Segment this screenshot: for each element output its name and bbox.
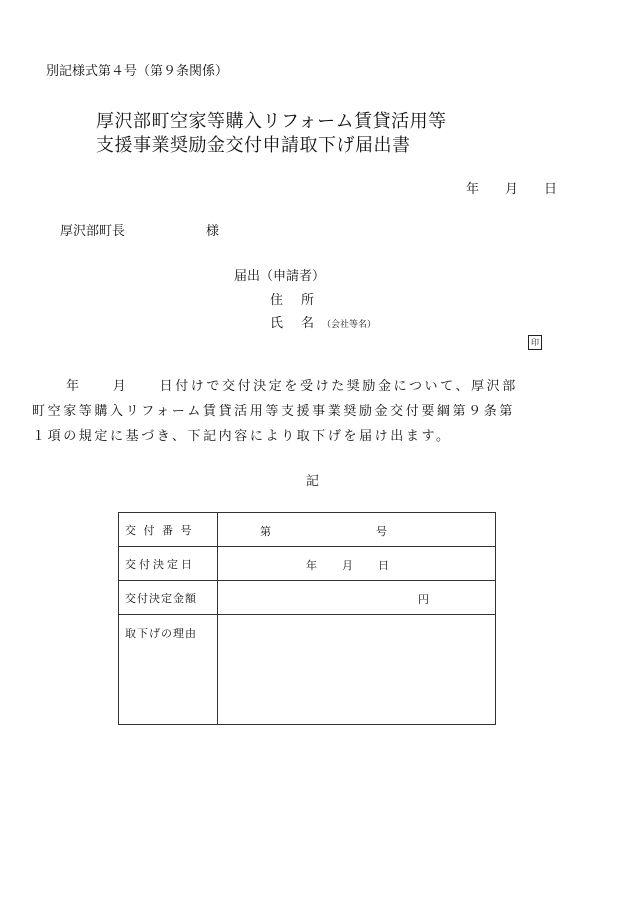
name-row <box>270 312 376 331</box>
decision-date-label: 交付決定日 <box>119 547 218 581</box>
addressee-honorific: 様 <box>206 224 220 239</box>
grant-number-go: 号 <box>376 525 387 538</box>
seal-mark: 印 <box>528 335 542 350</box>
company-name-note: （会社等名） <box>322 320 377 330</box>
address-label: 住所 <box>270 293 333 308</box>
date-day-label: 日 <box>543 182 557 197</box>
withdrawal-reason-label: 取下げの理由 <box>119 615 218 725</box>
table-row-decision-amount <box>119 581 496 615</box>
decision-date-year: 年 <box>306 559 317 572</box>
document-title-line1: 厚沢部町空家等購入リフォーム賃貸活用等 <box>96 111 447 132</box>
applicant-label: 届出（申請者） <box>234 269 326 284</box>
withdrawal-details-table <box>118 512 496 725</box>
decision-amount-yen: 円 <box>418 593 429 606</box>
table-row-withdrawal-reason <box>119 615 496 725</box>
body-line-3: １項の規定に基づき、下記内容により取下げを届け出ます。 <box>32 429 452 444</box>
decision-date-month: 月 <box>342 559 353 572</box>
decision-date-day: 日 <box>378 559 389 572</box>
addressee-name: 厚沢部町長 <box>60 224 126 239</box>
body-paragraph <box>32 374 580 449</box>
decision-date-field[interactable] <box>218 547 496 581</box>
submission-date <box>466 178 557 197</box>
grant-number-field[interactable] <box>218 513 496 547</box>
ki-heading: 記 <box>306 474 320 489</box>
grant-number-dai: 第 <box>260 525 271 538</box>
withdrawal-reason-field[interactable] <box>218 615 496 725</box>
decision-amount-field[interactable] <box>218 581 496 615</box>
table-row-decision-date <box>119 547 496 581</box>
date-year-label: 年 <box>465 182 479 197</box>
form-number: 別記様式第４号（第９条関係） <box>46 64 229 79</box>
grant-number-label: 交付番号 <box>119 513 218 547</box>
name-label: 氏名 <box>270 316 333 331</box>
decision-amount-label: 交付決定金額 <box>119 581 218 615</box>
document-title-line2: 支援事業奨励金交付申請取下げ届出書 <box>96 135 411 156</box>
table-row-grant-number <box>119 513 496 547</box>
date-month-label: 月 <box>504 182 518 197</box>
body-line-2: 町空家等購入リフォーム賃貸活用等支援事業奨励金交付要綱第９条第 <box>32 404 515 419</box>
body-line-1: 年 月 日付けで交付決定を受けた奨励金について、厚沢部 <box>66 379 518 394</box>
